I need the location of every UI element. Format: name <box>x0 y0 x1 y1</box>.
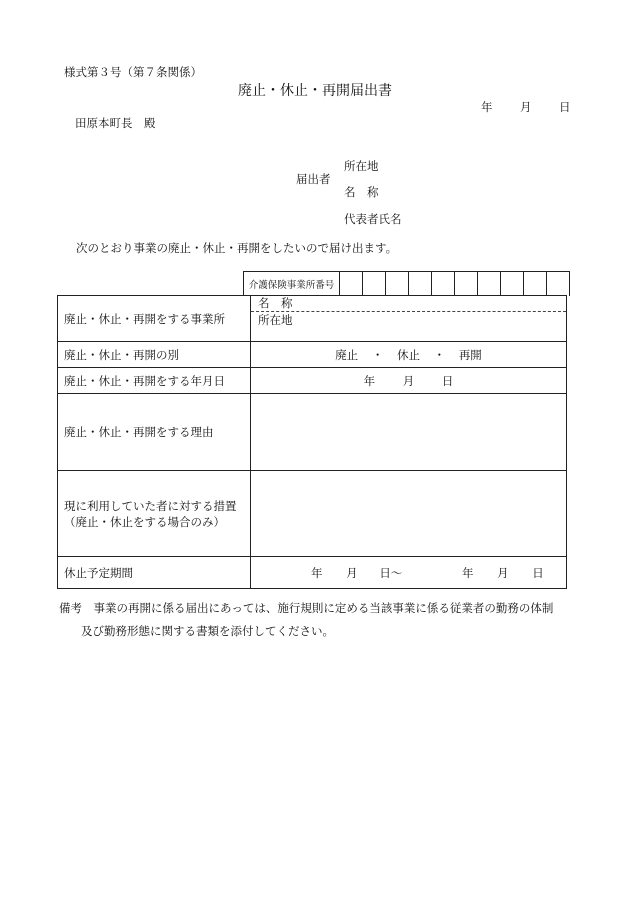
period-from-day-unit: 日〜 <box>379 565 403 580</box>
period-to-month-unit: 月 <box>497 565 509 580</box>
type-separator: ・ <box>371 347 384 362</box>
date-day-unit: 日 <box>441 373 454 388</box>
office-name-label: 名 称 <box>251 296 566 312</box>
measures-value-cell[interactable] <box>251 471 567 557</box>
date-day-label: 日 <box>559 100 571 114</box>
registration-digit-cell[interactable] <box>386 272 409 296</box>
date-row <box>58 368 567 394</box>
office-label: 廃止・休止・再開をする事業所 <box>58 296 251 342</box>
type-separator: ・ <box>433 347 446 362</box>
date-year-unit: 年 <box>363 373 376 388</box>
date-month-unit: 月 <box>402 373 415 388</box>
registration-digit-cell[interactable] <box>363 272 386 296</box>
addressee: 田原本町長 殿 <box>75 116 156 130</box>
registration-number-row <box>243 271 570 296</box>
period-label: 休止予定期間 <box>58 557 251 589</box>
form-number: 様式第３号（第７条関係） <box>64 65 202 79</box>
registration-digit-cell[interactable] <box>524 272 547 296</box>
note-line1: 備考 事業の再開に係る届出にあっては、施行規則に定める当該事業に係る従業者の勤務の体制 <box>59 601 554 615</box>
type-option-abolish: 廃止 <box>335 347 359 362</box>
date-year-label: 年 <box>481 100 493 114</box>
application-form-table <box>57 295 567 589</box>
reason-label: 廃止・休止・再開をする理由 <box>58 394 251 471</box>
period-value-cell[interactable] <box>251 557 567 589</box>
period-to-day-unit: 日 <box>532 565 544 580</box>
note-line2: 及び勤務形態に関する書類を添付してください。 <box>81 624 334 638</box>
applicant-representative-label: 代表者氏名 <box>344 212 402 226</box>
registration-digit-cell[interactable] <box>547 272 569 296</box>
registration-number-label: 介護保険事業所番号 <box>244 272 340 296</box>
registration-digit-cell[interactable] <box>501 272 524 296</box>
applicant-name-label: 名 称 <box>344 185 379 199</box>
period-from-year-unit: 年 <box>311 565 323 580</box>
document-title: 廃止・休止・再開届出書 <box>238 83 392 99</box>
intro-text: 次のとおり事業の廃止・休止・再開をしたいので届け出ます。 <box>76 241 398 255</box>
measures-row <box>58 471 567 557</box>
registration-digit-cell[interactable] <box>432 272 455 296</box>
registration-digit-cell[interactable] <box>478 272 501 296</box>
reason-row <box>58 394 567 471</box>
applicant-location-label: 所在地 <box>344 159 379 173</box>
reason-value-cell[interactable] <box>251 394 567 471</box>
office-value-cell[interactable] <box>251 296 567 342</box>
measures-label-line1: 現に利用していた者に対する措置 <box>64 498 237 513</box>
office-address-label: 所在地 <box>258 313 293 327</box>
applicant-label: 届出者 <box>296 172 331 186</box>
type-value-cell[interactable] <box>251 342 567 368</box>
note <box>59 597 569 643</box>
type-row <box>58 342 567 368</box>
period-to-year-unit: 年 <box>461 565 474 580</box>
period-row <box>58 557 567 589</box>
registration-digit-cell[interactable] <box>340 272 363 296</box>
registration-digit-cell[interactable] <box>455 272 478 296</box>
measures-label <box>58 471 251 557</box>
registration-digit-cell[interactable] <box>409 272 432 296</box>
office-row <box>58 296 567 342</box>
type-option-resume: 再開 <box>458 347 482 362</box>
date-label: 廃止・休止・再開をする年月日 <box>58 368 251 394</box>
date-month-label: 月 <box>520 100 532 114</box>
type-option-suspend: 休止 <box>397 347 420 362</box>
date-value-cell[interactable] <box>251 368 567 394</box>
period-from-month-unit: 月 <box>346 565 358 580</box>
type-label: 廃止・休止・再開の別 <box>58 342 251 368</box>
measures-label-line2: （廃止・休止をする場合のみ） <box>64 514 225 529</box>
